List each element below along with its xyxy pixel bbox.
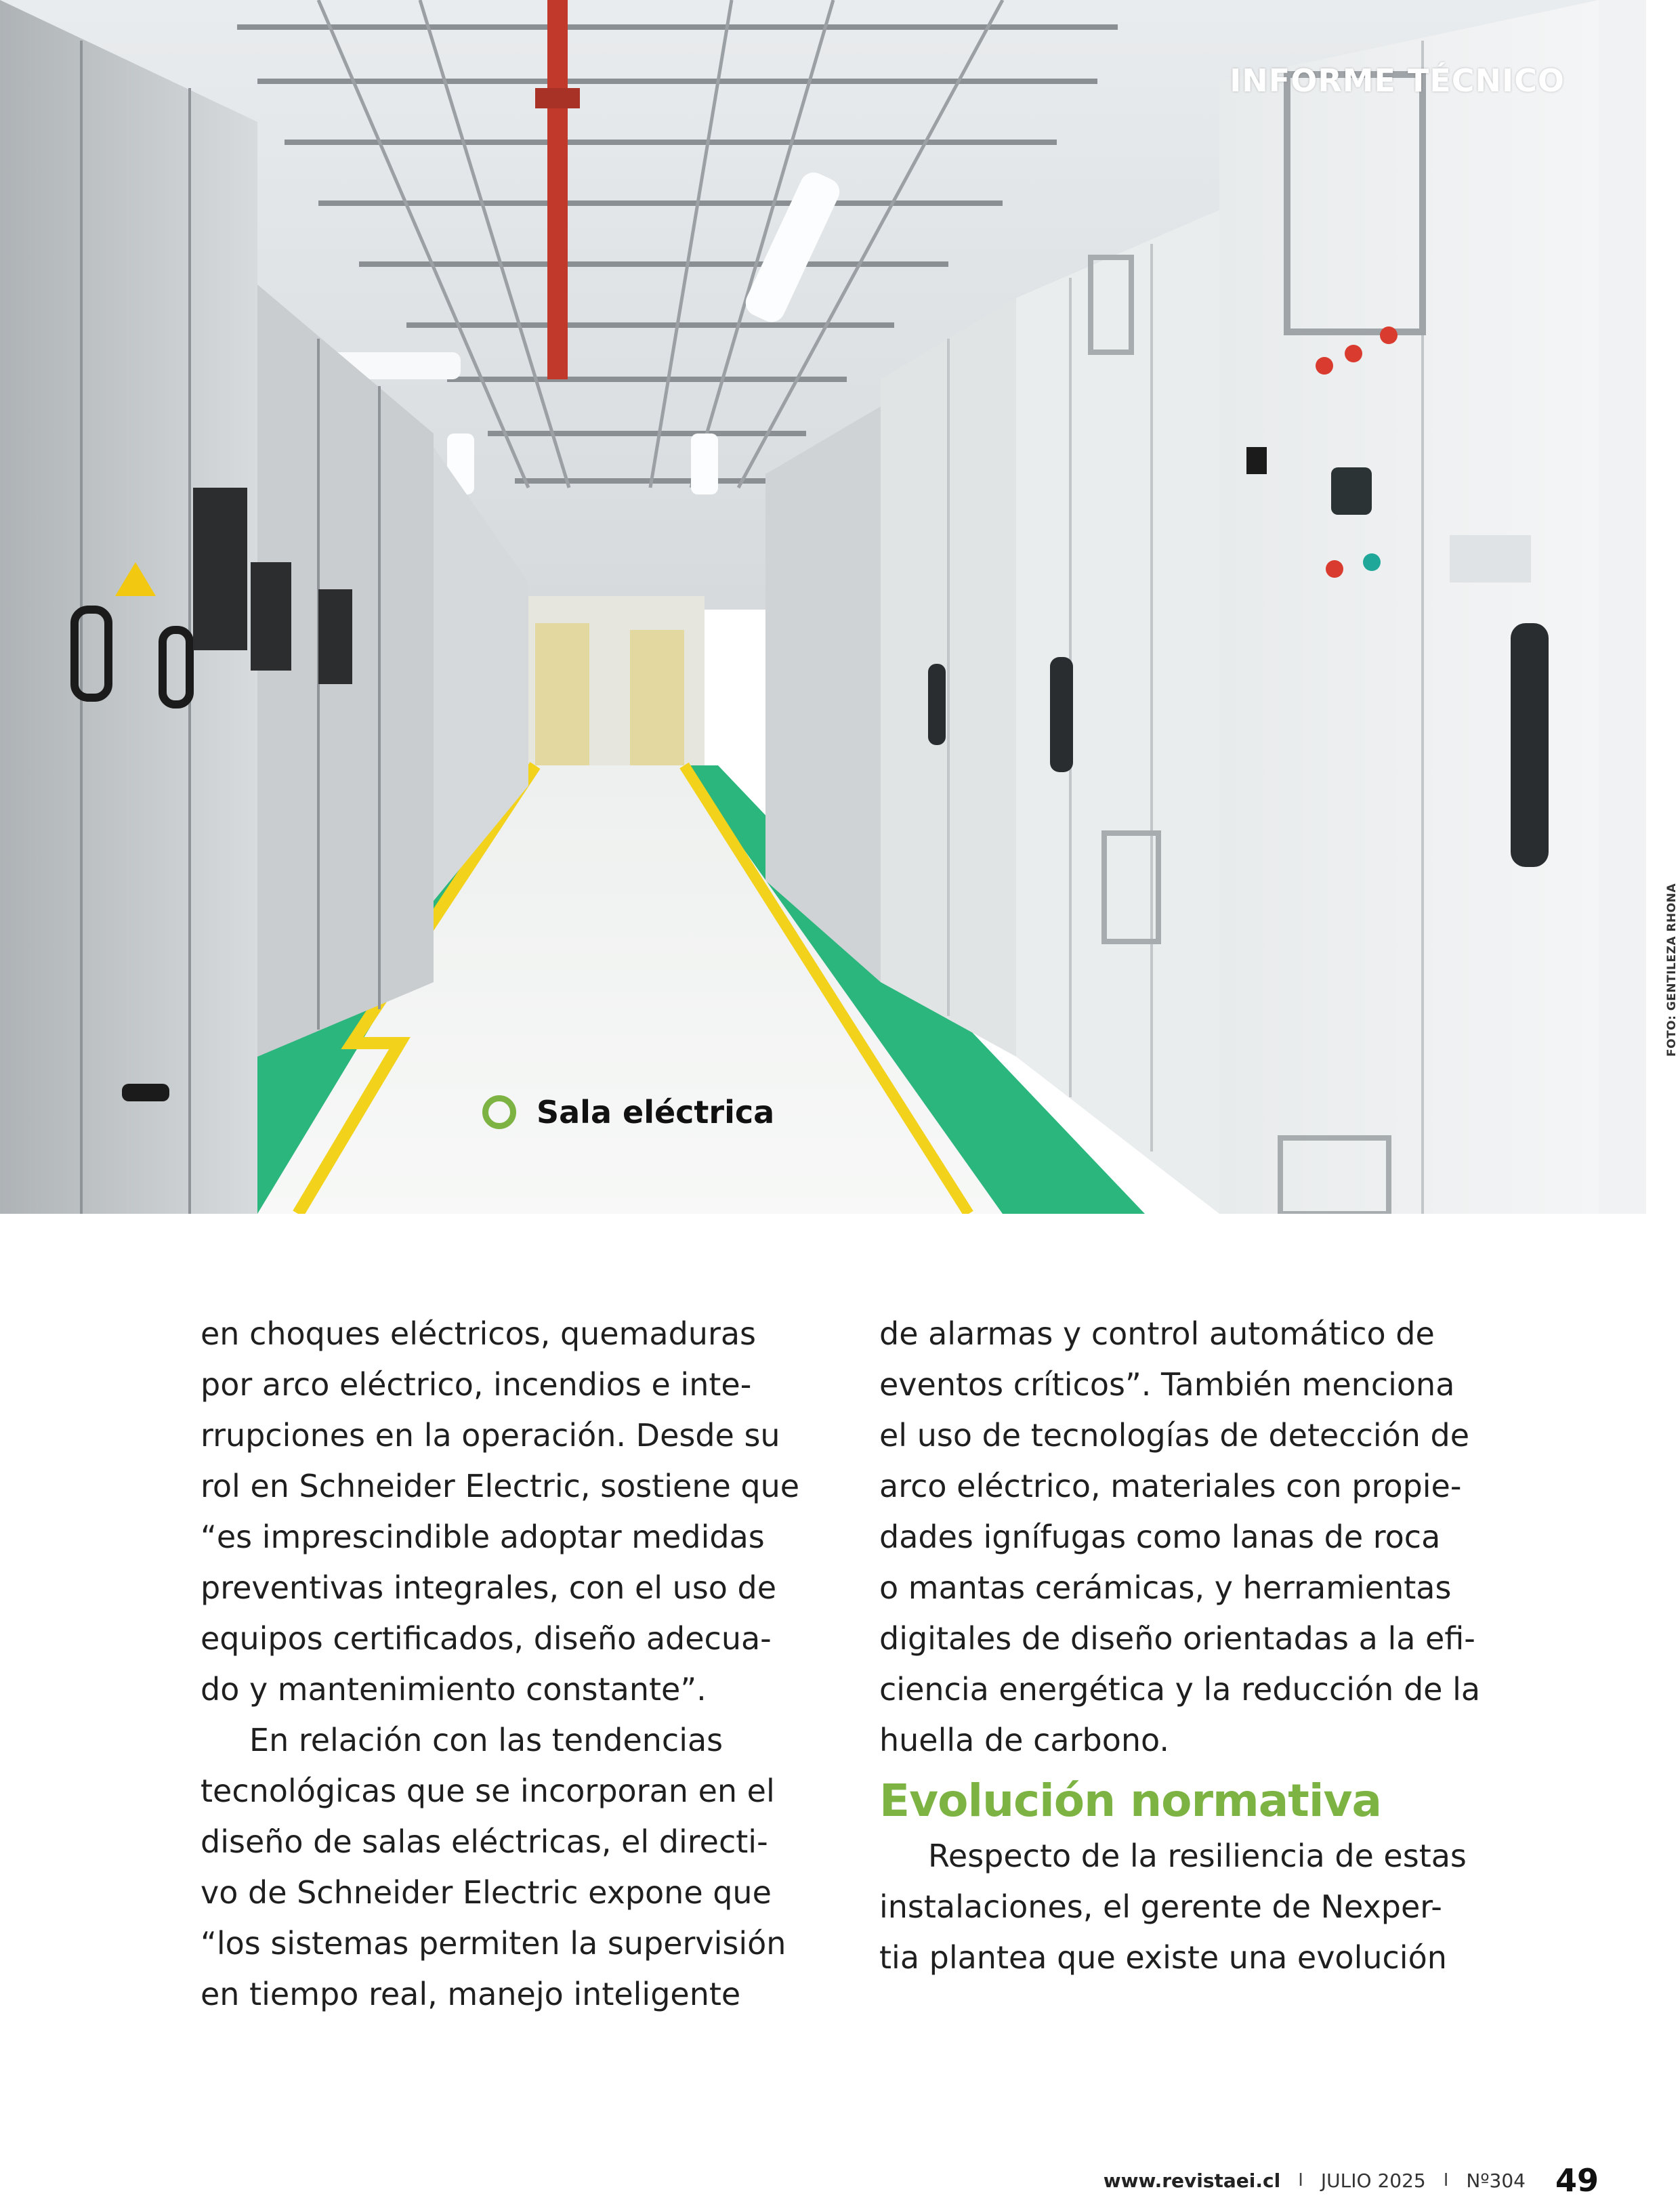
circle-bullet-icon (482, 1095, 516, 1129)
text-line: eventos críticos”. También menciona (879, 1366, 1455, 1403)
paragraph-start-line: Respecto de la resiliencia de estas (928, 1838, 1467, 1874)
text-line: do y mantenimiento constante”. (201, 1671, 707, 1708)
text-line: huella de carbono. (879, 1722, 1169, 1758)
paragraph-start-line: En relación con las tendencias (249, 1722, 723, 1758)
text-line: ciencia energética y la reducción de la (879, 1671, 1481, 1708)
footer-separator: I (1443, 2170, 1449, 2191)
text-line: tecnológicas que se incorporan en el (201, 1773, 775, 1809)
text-line: arco eléctrico, materiales con propie- (879, 1468, 1462, 1504)
text-line: “los sistemas permiten la supervisión (201, 1925, 786, 1962)
text-line: “es imprescindible adoptar medidas (201, 1519, 765, 1555)
photo-credit: FOTO: GENTILEZA RHONA (1665, 883, 1679, 1057)
text-line: por arco eléctrico, incendios e inte- (201, 1366, 752, 1403)
text-line: en tiempo real, manejo inteligente (201, 1976, 741, 2012)
text-line: diseño de salas eléctricas, el directi- (201, 1823, 768, 1860)
footer-separator: I (1298, 2170, 1303, 2191)
text-line: digitales de diseño orientadas a la efi- (879, 1620, 1475, 1657)
caption-text: Sala eléctrica (537, 1094, 775, 1130)
text-line: rrupciones en la operación. Desde su (201, 1417, 780, 1454)
right-column (879, 1309, 1530, 1983)
section-tag: INFORME TÉCNICO (1230, 62, 1565, 99)
page-footer (1104, 2162, 1599, 2199)
website-link[interactable]: www.revistaei.cl (1103, 2169, 1281, 2192)
section-heading: Evolución normativa (879, 1775, 1382, 1827)
text-line: dades ignífugas como lanas de roca (879, 1519, 1441, 1555)
page-number: 49 (1555, 2162, 1599, 2199)
text-line: equipos certificados, diseño adecua- (201, 1620, 772, 1657)
text-line: el uso de tecnologías de detección de (879, 1417, 1470, 1454)
text-line: vo de Schneider Electric expone que (201, 1874, 772, 1911)
left-column (201, 1309, 851, 2020)
text-line: o mantas cerámicas, y herramientas (879, 1569, 1452, 1606)
text-line: de alarmas y control automático de (879, 1315, 1435, 1352)
text-line: tia plantea que existe una evolución (879, 1939, 1447, 1976)
photo-caption (482, 1094, 774, 1130)
issue-number: Nº304 (1466, 2169, 1526, 2192)
text-line: en choques eléctricos, quemaduras (201, 1315, 757, 1352)
text-line: instalaciones, el gerente de Nexper- (879, 1888, 1442, 1925)
issue-date: JULIO 2025 (1320, 2169, 1426, 2192)
text-line: preventivas integrales, con el uso de (201, 1569, 777, 1606)
text-line: rol en Schneider Electric, sostiene que (201, 1468, 800, 1504)
